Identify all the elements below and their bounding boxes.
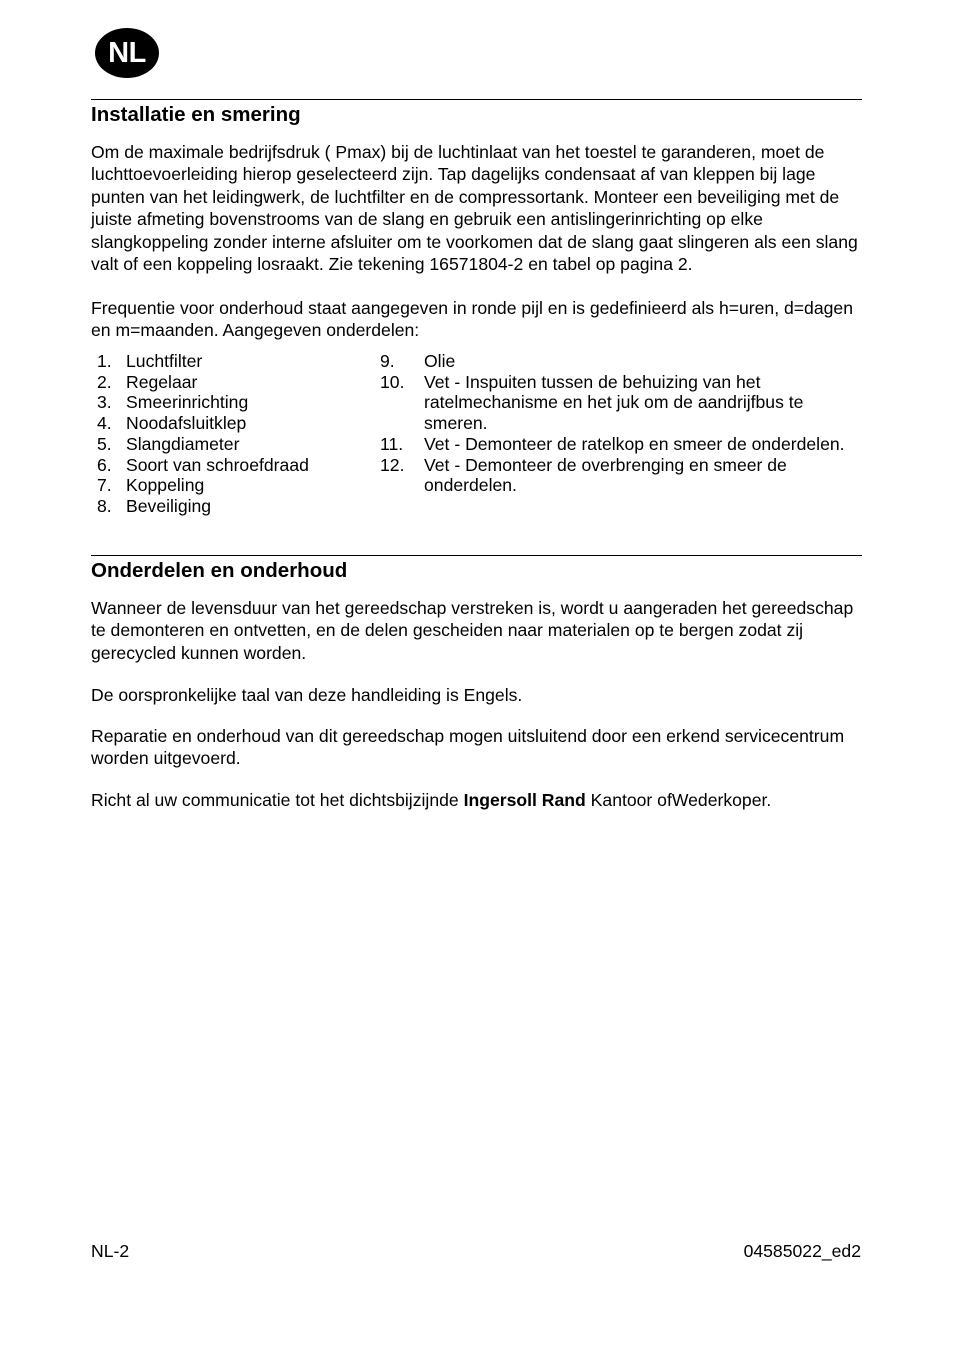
list-text: Beveiliging — [126, 495, 212, 516]
list-item — [380, 351, 850, 372]
list-text: Smeerinrichting — [126, 392, 249, 413]
list-number: 7. — [97, 475, 112, 496]
paragraph-frequentie: Frequentie voor onderhoud staat aangegeven in ronde pijl en is gedefinieerd als h=uren, d=dagen en m=maanden. Aangegeven onderdelen: — [91, 298, 853, 341]
list-item — [97, 475, 367, 496]
list-item — [97, 392, 367, 413]
section-divider — [91, 99, 862, 100]
list-number: 6. — [97, 454, 112, 475]
list-item — [380, 434, 850, 455]
list-number: 3. — [97, 392, 112, 413]
paragraph-installatie: Om de maximale bedrijfsdruk ( Pmax) bij de luchtinlaat van het toestel te garanderen, moet de luchttoevoerleiding hierop geselecteerd zijn. Tap dagelijks condensaat af van kleppen bij lage punten van het leidingwerk, de luchtfilter en de compressortank. Monteer een beveiliging met de juiste afmeting bovenstrooms van de slang en gebruik een antislingerinrichting op elke slangkoppeling zonder interne afsluiter om te voorkomen dat de slang gaat slingeren als een slang valt of een koppeling losraakt. Zie tekening 16571804-2 en tabel op pagina 2. — [91, 142, 858, 275]
list-item — [97, 434, 367, 455]
paragraph-taal: De oorspronkelijke taal van deze handleiding is Engels. — [91, 685, 523, 705]
list-number: 8. — [97, 495, 112, 516]
paragraph-reparatie: Reparatie en onderhoud van dit gereedschap mogen uitsluitend door een erkend servicecentrum worden uitgevoerd. — [91, 726, 845, 769]
parts-list-left — [97, 351, 367, 517]
list-number: 11. — [380, 433, 404, 454]
list-text: Vet - Demonteer de overbrenging en smeer de onderdelen. — [424, 454, 787, 496]
list-item — [380, 455, 850, 496]
section-divider — [91, 555, 862, 556]
list-text: Olie — [424, 351, 456, 371]
list-text: Noodafsluitklep — [126, 413, 247, 434]
list-item — [380, 372, 850, 434]
parts-list-right — [380, 351, 850, 496]
page-number: NL-2 — [91, 1241, 130, 1261]
list-number: 4. — [97, 413, 112, 434]
brand-name: Ingersoll Rand — [463, 790, 586, 810]
list-item — [97, 455, 367, 476]
list-number: 5. — [97, 433, 112, 454]
list-number: 2. — [97, 371, 112, 392]
list-text: Vet - Demonteer de ratelkop en smeer de onderdelen. — [424, 433, 845, 454]
list-item — [97, 372, 367, 393]
contact-text: Richt al uw communicatie tot het dichtsbijzijnde — [91, 790, 464, 810]
heading-installatie: Installatie en smering — [91, 103, 301, 126]
paragraph-contact — [91, 789, 866, 811]
list-text: Soort van schroefdraad — [126, 454, 309, 475]
list-text: Vet - Inspuiten tussen de behuizing van het ratelmechanisme en het juk om de aandrijfbus te smeren. — [424, 371, 804, 434]
list-number: 10. — [380, 371, 405, 392]
contact-text-end: Kantoor ofWederkoper. — [585, 790, 772, 810]
list-item — [97, 496, 367, 517]
list-number: 1. — [97, 351, 112, 371]
list-text: Slangdiameter — [126, 433, 240, 454]
document-code: 04585022_ed2 — [743, 1241, 861, 1261]
list-number: 9. — [380, 351, 395, 371]
list-text: Koppeling — [126, 475, 205, 496]
list-text: Luchtfilter — [126, 351, 203, 371]
paragraph-levensduur: Wanneer de levensduur van het gereedschap verstreken is, wordt u aangeraden het gereedschap te demonteren en ontvetten, en de delen gescheiden naar materialen op te bergen zodat zij gerecycled kunnen worden. — [91, 598, 854, 663]
list-item — [97, 413, 367, 434]
heading-onderdelen: Onderdelen en onderhoud — [91, 559, 348, 582]
list-text: Regelaar — [126, 371, 198, 392]
list-item — [97, 351, 367, 372]
list-number: 12. — [380, 454, 405, 475]
language-badge: NL — [95, 28, 159, 78]
